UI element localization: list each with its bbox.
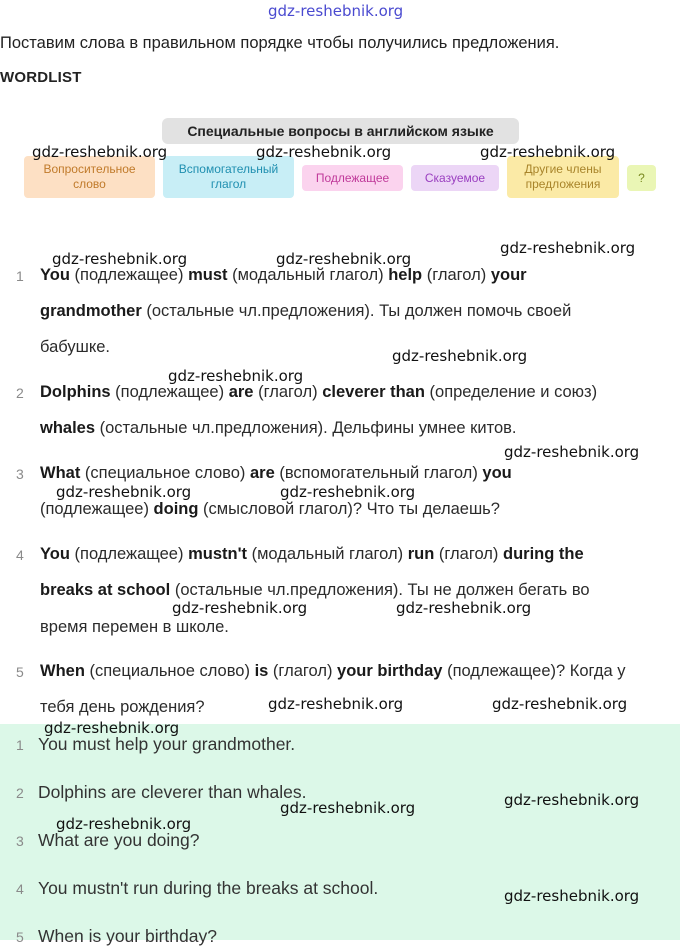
legend-chip-question-word: Вопросительное слово bbox=[24, 156, 155, 198]
watermark: gdz-reshebnik.org bbox=[56, 815, 192, 833]
watermark: gdz-reshebnik.org bbox=[276, 250, 412, 268]
item-number: 1 bbox=[16, 268, 24, 284]
legend-chip-other-members: Другие члены предложения bbox=[507, 156, 619, 198]
answer-text: You must help your grandmother. bbox=[38, 734, 296, 754]
watermark: gdz-reshebnik.org bbox=[44, 719, 180, 737]
legend-chip-auxiliary-verb: Вспомогательный глагол bbox=[163, 156, 294, 198]
watermark: gdz-reshebnik.org bbox=[256, 143, 392, 161]
item-line: тебя день рождения? bbox=[40, 698, 205, 716]
item-number: 4 bbox=[16, 547, 24, 563]
watermark: gdz-reshebnik.org bbox=[504, 791, 640, 809]
answer-number: 2 bbox=[16, 785, 24, 801]
watermark: gdz-reshebnik.org bbox=[56, 483, 192, 501]
answer-number: 1 bbox=[16, 737, 24, 753]
watermark: gdz-reshebnik.org bbox=[392, 347, 528, 365]
answer-text: Dolphins are cleverer than whales. bbox=[38, 782, 307, 802]
watermark: gdz-reshebnik.org bbox=[280, 799, 416, 817]
legend-chip-question-mark: ? bbox=[627, 165, 656, 191]
item-number: 2 bbox=[16, 385, 24, 401]
item-line: бабушке. bbox=[40, 338, 110, 356]
item-line: What (специальное слово) are (вспомогательный глагол) you bbox=[40, 464, 512, 482]
watermark: gdz-reshebnik.org bbox=[32, 143, 168, 161]
item-line: grandmother (остальные чл.предложения). Ты должен помочь своей bbox=[40, 302, 572, 320]
item-line: When (специальное слово) is (глагол) your birthday (подлежащее)? Когда у bbox=[40, 662, 626, 680]
watermark: gdz-reshebnik.org bbox=[172, 599, 308, 617]
legend-title: Специальные вопросы в английском языке bbox=[162, 118, 519, 144]
item-line: Dolphins (подлежащее) are (глагол) cleverer than (определение и союз) bbox=[40, 383, 598, 401]
item-number: 3 bbox=[16, 466, 24, 482]
watermark: gdz-reshebnik.org bbox=[504, 443, 640, 461]
watermark: gdz-reshebnik.org bbox=[480, 143, 616, 161]
wordlist-heading: WORDLIST bbox=[0, 69, 82, 86]
intro-text: Поставим слова в правильном порядке чтобы получились предложения. bbox=[0, 34, 560, 52]
item-line: You (подлежащее) mustn't (модальный глагол) run (глагол) during the bbox=[40, 545, 584, 563]
watermark: gdz-reshebnik.org bbox=[280, 483, 416, 501]
answer-text: What are you doing? bbox=[38, 830, 200, 850]
item-line: You (подлежащее) must (модальный глагол) help (глагол) your bbox=[40, 266, 527, 284]
item-line: whales (остальные чл.предложения). Дельфины умнее китов. bbox=[40, 419, 517, 437]
watermark: gdz-reshebnik.org bbox=[492, 695, 628, 713]
watermark: gdz-reshebnik.org bbox=[168, 367, 304, 385]
item-line: breaks at school (остальные чл.предложения). Ты не должен бегать во bbox=[40, 581, 590, 599]
item-number: 5 bbox=[16, 664, 24, 680]
watermark: gdz-reshebnik.org bbox=[504, 887, 640, 905]
watermark: gdz-reshebnik.org bbox=[500, 239, 636, 257]
watermark: gdz-reshebnik.org bbox=[268, 2, 404, 20]
item-line: (подлежащее) doing (смысловой глагол)? Что ты делаешь? bbox=[40, 500, 500, 518]
legend-chip-subject: Подлежащее bbox=[302, 165, 403, 191]
watermark: gdz-reshebnik.org bbox=[52, 250, 188, 268]
answer-number: 4 bbox=[16, 881, 24, 897]
answer-text: When is your birthday? bbox=[38, 926, 217, 946]
watermark: gdz-reshebnik.org bbox=[268, 695, 404, 713]
watermark: gdz-reshebnik.org bbox=[396, 599, 532, 617]
answer-text: You mustn't run during the breaks at school. bbox=[38, 878, 379, 898]
legend-chip-predicate: Сказуемое bbox=[411, 165, 499, 191]
answer-number: 3 bbox=[16, 833, 24, 849]
answer-number: 5 bbox=[16, 929, 24, 945]
item-line: время перемен в школе. bbox=[40, 618, 229, 636]
